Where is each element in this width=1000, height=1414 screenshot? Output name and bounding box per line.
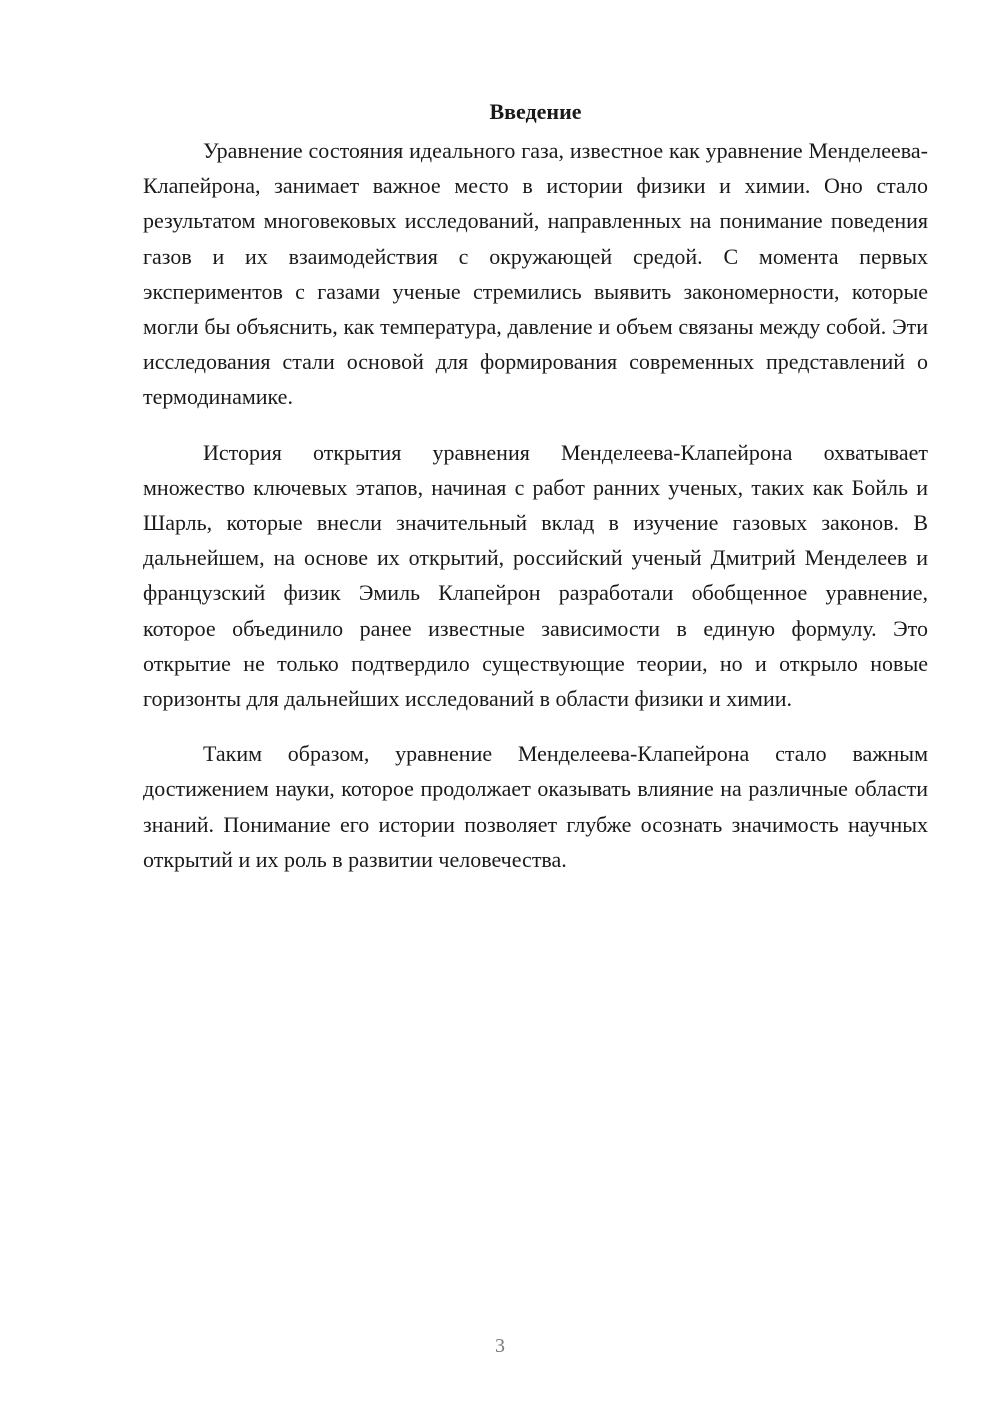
section-heading: Введение <box>489 99 582 124</box>
page-content <box>143 97 928 877</box>
paragraph-3: Таким образом, уравнение Менделеева-Клапейрона стало важным достижением науки, которое продолжает оказывать влияние на различные области знаний. Понимание его истории позволяет глубже осознать значимость научных открытий и их роль в развитии человечества. <box>143 741 928 872</box>
paragraph-1: Уравнение состояния идеального газа, известное как уравнение Менделеева-Клапейрона, занимает важное место в истории физики и химии. Оно стало результатом многовековых исследований, направленных на понимание поведения газов и их взаимодействия с окружающей средой. С момента первых экспериментов с газами ученые стремились выявить закономерности, которые могли бы объяснить, как температура, давление и объем связаны между собой. Эти исследования стали основой для формирования современных представлений о термодинамике. <box>143 138 928 410</box>
paragraph-2: История открытия уравнения Менделеева-Клапейрона охватывает множество ключевых этапов, начиная с работ ранних ученых, таких как Бойль и Шарль, которые внесли значительный вклад в изучение газовых законов. В дальнейшем, на основе их открытий, российский ученый Дмитрий Менделеев и французский физик Эмиль Клапейрон разработали обобщенное уравнение, которое объединило ранее известные зависимости в единую формулу. Это открытие не только подтвердило существующие теории, но и открыло новые горизонты для дальнейших исследований в области физики и химии. <box>143 439 928 712</box>
page-number: 3 <box>495 1335 505 1357</box>
